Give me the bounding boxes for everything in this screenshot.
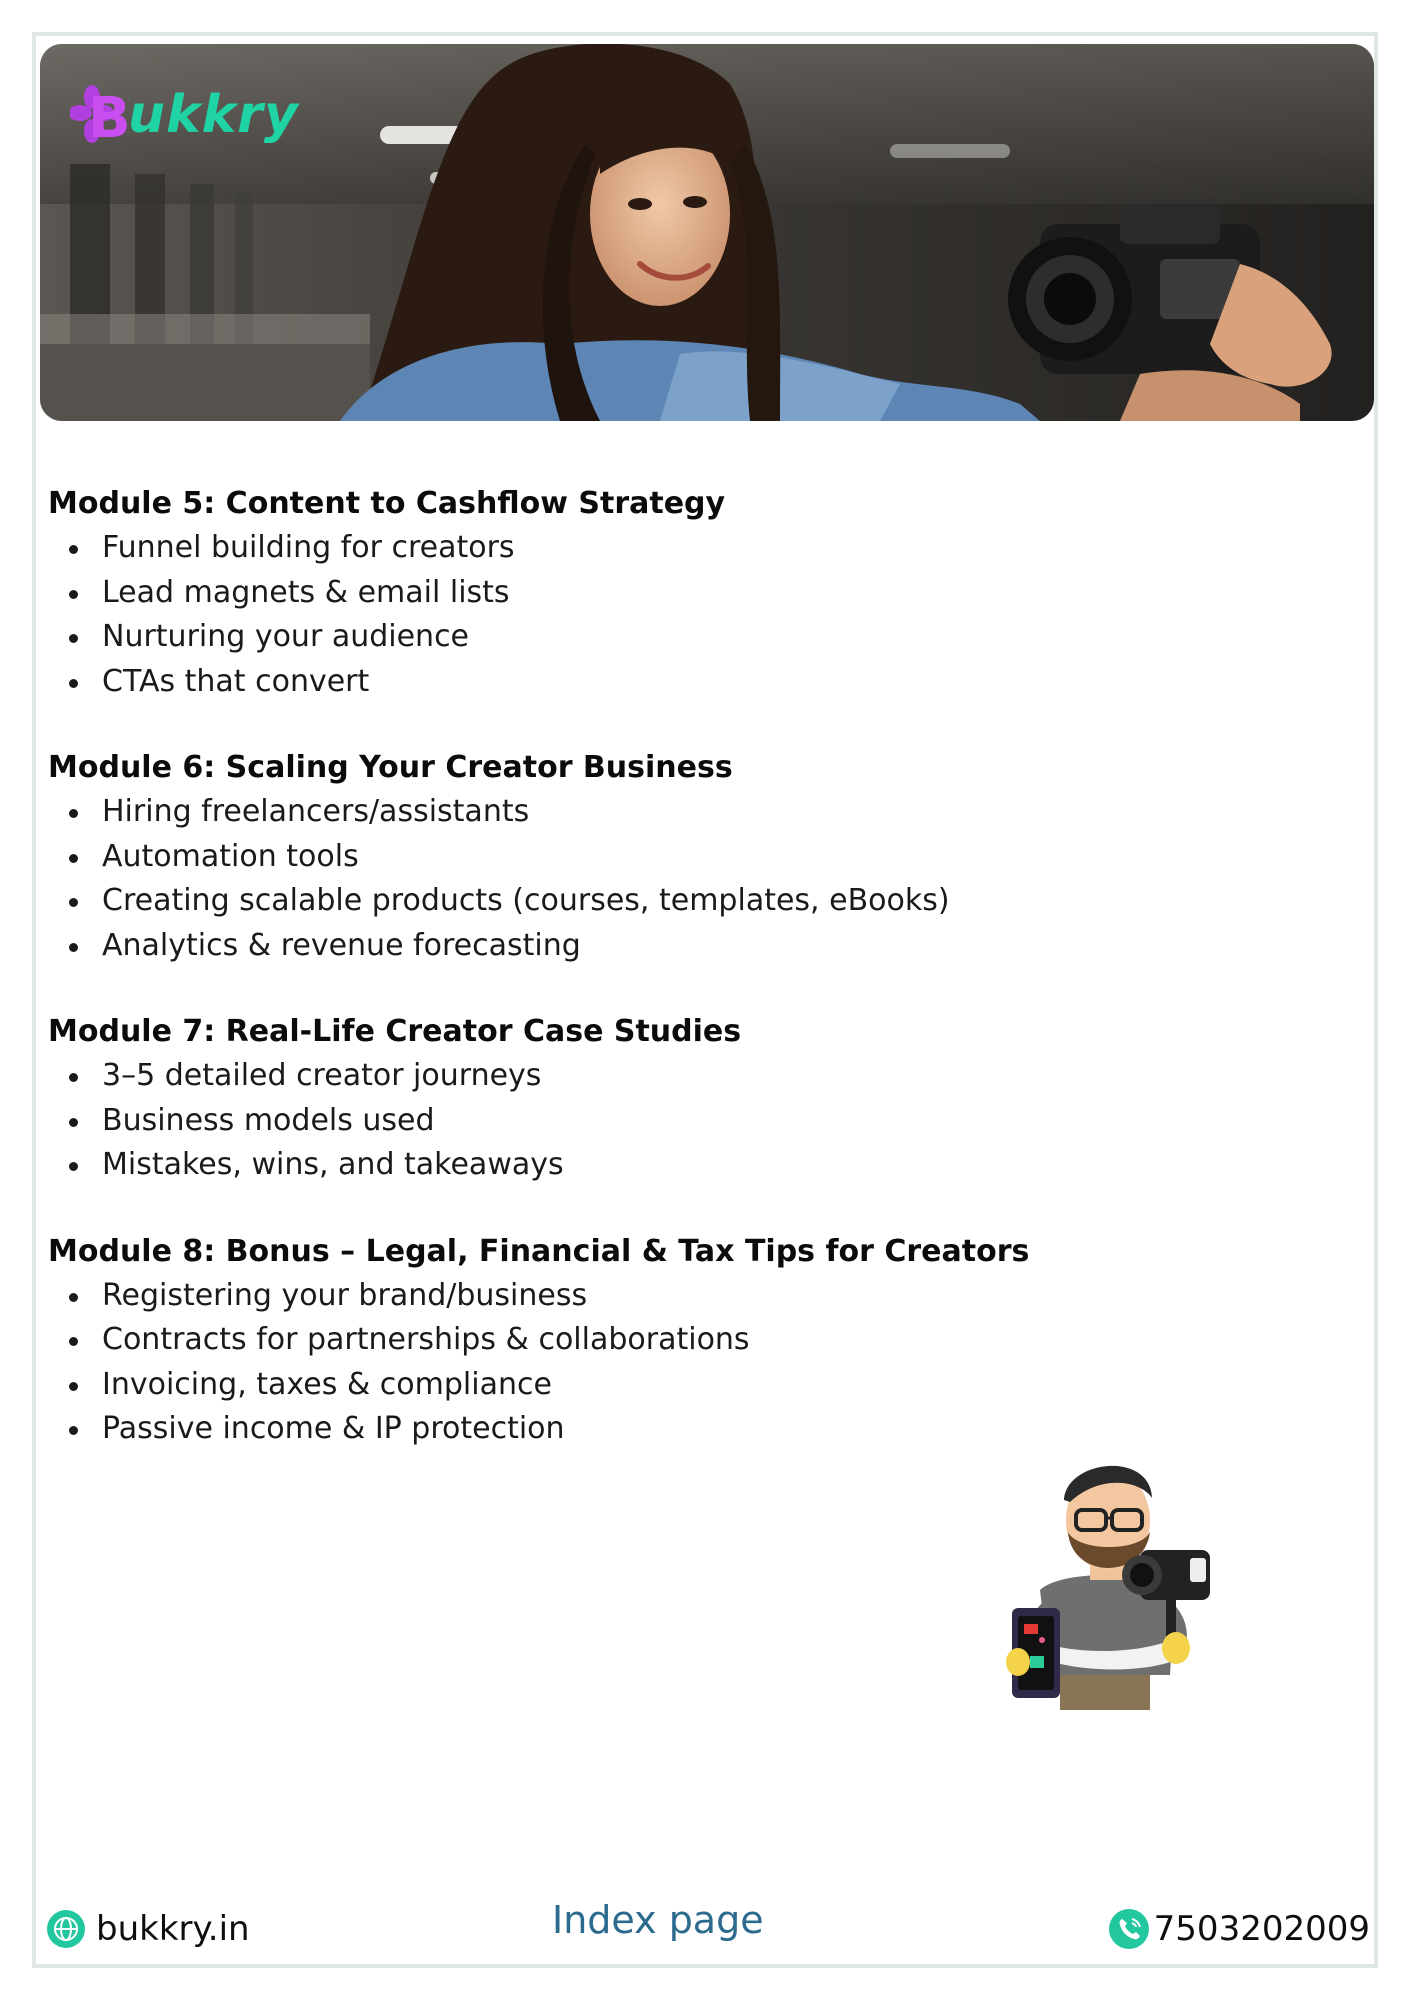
module-title: Module 5: Content to Cashflow Strategy — [48, 486, 726, 521]
module-section — [48, 482, 1348, 704]
website-link[interactable]: bukkry.in — [96, 1909, 250, 1949]
brand-logo — [70, 80, 299, 150]
module-items — [48, 1274, 1348, 1452]
logo-initial: B — [88, 86, 131, 147]
list-item: CTAs that convert — [48, 660, 1348, 705]
list-item: Analytics & revenue forecasting — [48, 924, 1348, 969]
module-section — [48, 746, 1348, 968]
list-item: Business models used — [48, 1099, 1348, 1144]
list-item: Passive income & IP protection — [48, 1407, 1348, 1452]
module-items — [48, 1054, 1348, 1188]
module-title: Module 6: Scaling Your Creator Business — [48, 750, 733, 785]
list-item: Funnel building for creators — [48, 526, 1348, 571]
logo-text: ukkry — [128, 85, 299, 145]
module-title: Module 8: Bonus – Legal, Financial & Tax Tips for Creators — [48, 1233, 1030, 1269]
phone-icon — [1108, 1908, 1150, 1950]
creator-cartoon-illustration — [990, 1440, 1230, 1710]
module-section — [48, 1230, 1348, 1452]
index-page-link[interactable]: Index page — [552, 1898, 764, 1942]
creator-character-icon — [990, 1440, 1230, 1710]
list-item: Lead magnets & email lists — [48, 571, 1348, 616]
list-item: Invoicing, taxes & compliance — [48, 1363, 1348, 1408]
globe-icon — [46, 1909, 86, 1949]
list-item: Mistakes, wins, and takeaways — [48, 1143, 1348, 1188]
phone-number[interactable]: 7503202009 — [1153, 1909, 1370, 1949]
list-item: Contracts for partnerships & collaborations — [48, 1318, 1348, 1363]
logo-flower-b-icon — [70, 83, 134, 147]
module-title: Module 7: Real-Life Creator Case Studies — [48, 1014, 742, 1049]
list-item: Automation tools — [48, 835, 1348, 880]
footer-phone[interactable] — [1108, 1906, 1370, 1952]
list-item: Nurturing your audience — [48, 615, 1348, 660]
module-items — [48, 790, 1348, 968]
module-list — [48, 482, 1348, 1494]
module-items — [48, 526, 1348, 704]
list-item: Registering your brand/business — [48, 1274, 1348, 1319]
module-section — [48, 1010, 1348, 1188]
footer-website[interactable] — [46, 1906, 250, 1952]
list-item: 3–5 detailed creator journeys — [48, 1054, 1348, 1099]
list-item: Creating scalable products (courses, templates, eBooks) — [48, 879, 1348, 924]
list-item: Hiring freelancers/assistants — [48, 790, 1348, 835]
